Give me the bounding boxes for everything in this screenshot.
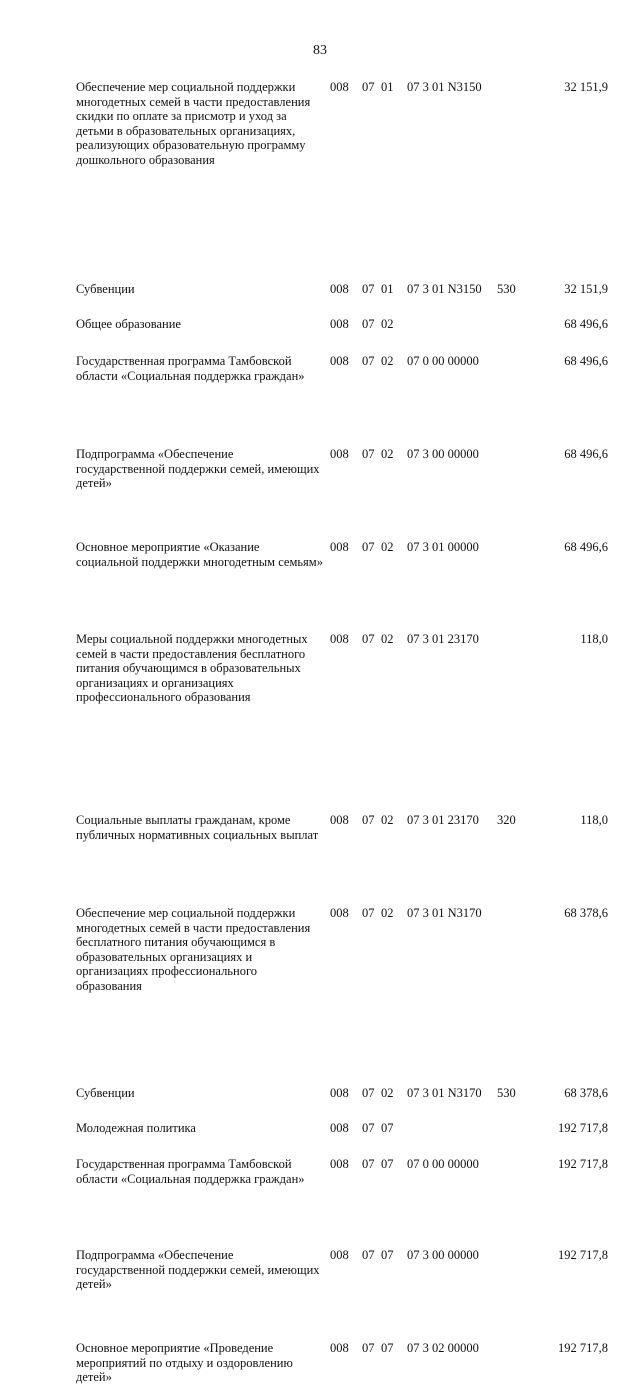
row-vr: 530	[497, 1086, 516, 1100]
row-pr: 02	[381, 540, 394, 554]
row-name: Субвенции	[76, 1086, 135, 1100]
row-pr: 02	[381, 632, 394, 646]
row-ved: 008	[330, 1248, 349, 1262]
row-rz: 07	[362, 354, 375, 368]
row-ved: 008	[330, 282, 349, 296]
row-csr: 07 3 01 23170	[407, 813, 479, 827]
row-name: Государственная программа Тамбовской области «Социальная поддержка граждан»	[76, 1157, 305, 1186]
row-ved: 008	[330, 80, 349, 94]
row-sum: 192 717,8	[558, 1341, 608, 1355]
row-name: Субвенции	[76, 282, 135, 296]
row-sum: 32 151,9	[564, 282, 608, 296]
row-pr: 01	[381, 80, 394, 94]
row-sum: 118,0	[580, 813, 608, 827]
row-rz: 07	[362, 540, 375, 554]
row-name: Социальные выплаты гражданам, кроме публичных нормативных социальных выплат	[76, 813, 319, 842]
row-pr: 02	[381, 1086, 394, 1100]
row-pr: 01	[381, 282, 394, 296]
row-rz: 07	[362, 447, 375, 461]
row-pr: 02	[381, 354, 394, 368]
row-rz: 07	[362, 1341, 375, 1355]
row-rz: 07	[362, 1248, 375, 1262]
row-sum: 192 717,8	[558, 1248, 608, 1262]
row-csr: 07 0 00 00000	[407, 1157, 479, 1171]
row-csr: 07 0 00 00000	[407, 354, 479, 368]
row-csr: 07 3 01 N3150	[407, 80, 482, 94]
row-sum: 68 496,6	[564, 447, 608, 461]
page-number: 83	[313, 43, 327, 58]
table-row	[0, 540, 640, 584]
table-row	[0, 1248, 640, 1292]
row-rz: 07	[362, 317, 375, 331]
row-ved: 008	[330, 632, 349, 646]
table-row	[0, 80, 640, 176]
row-sum: 68 496,6	[564, 317, 608, 331]
row-pr: 02	[381, 813, 394, 827]
row-sum: 118,0	[580, 632, 608, 646]
table-row	[0, 282, 640, 298]
row-ved: 008	[330, 1157, 349, 1171]
row-ved: 008	[330, 1341, 349, 1355]
row-pr: 07	[381, 1157, 394, 1171]
row-ved: 008	[330, 317, 349, 331]
table-row	[0, 813, 640, 857]
row-ved: 008	[330, 354, 349, 368]
row-rz: 07	[362, 1086, 375, 1100]
row-csr: 07 3 01 23170	[407, 632, 479, 646]
row-csr: 07 3 01 00000	[407, 540, 479, 554]
row-csr: 07 3 01 N3170	[407, 906, 482, 920]
row-csr: 07 3 02 00000	[407, 1341, 479, 1355]
row-rz: 07	[362, 282, 375, 296]
row-csr: 07 3 00 00000	[407, 447, 479, 461]
row-sum: 68 378,6	[564, 906, 608, 920]
row-pr: 02	[381, 906, 394, 920]
row-name: Государственная программа Тамбовской области «Социальная поддержка граждан»	[76, 354, 305, 383]
row-ved: 008	[330, 906, 349, 920]
row-pr: 02	[381, 447, 394, 461]
table-row	[0, 1341, 640, 1385]
row-rz: 07	[362, 813, 375, 827]
table-row	[0, 1121, 640, 1137]
table-row	[0, 1157, 640, 1201]
row-ved: 008	[330, 1086, 349, 1100]
row-pr: 07	[381, 1121, 394, 1135]
row-sum: 68 496,6	[564, 354, 608, 368]
table-row	[0, 354, 640, 398]
row-vr: 530	[497, 282, 516, 296]
budget-table	[0, 80, 640, 1384]
row-rz: 07	[362, 632, 375, 646]
row-sum: 32 151,9	[564, 80, 608, 94]
row-ved: 008	[330, 447, 349, 461]
table-row	[0, 632, 640, 720]
row-sum: 68 378,6	[564, 1086, 608, 1100]
row-name: Обеспечение мер социальной поддержки многодетных семей в части предоставления скидки по оплате за присмотр и уход за детьми в образовательных организациях, реализующих образовательную программу дошкольного образования	[76, 80, 311, 167]
row-name: Обеспечение мер социальной поддержки многодетных семей в части предоставления бесплатного питания обучающимся в образовательных организациях и организациях профессионального образования	[76, 906, 311, 993]
row-ved: 008	[330, 1121, 349, 1135]
row-rz: 07	[362, 906, 375, 920]
row-name: Молодежная политика	[76, 1121, 196, 1135]
row-sum: 192 717,8	[558, 1121, 608, 1135]
row-csr: 07 3 01 N3150	[407, 282, 482, 296]
row-sum: 68 496,6	[564, 540, 608, 554]
row-rz: 07	[362, 1121, 375, 1135]
row-name: Основное мероприятие «Проведение мероприятий по отдыху и оздоровлению детей»	[76, 1341, 293, 1384]
row-pr: 02	[381, 317, 394, 331]
row-ved: 008	[330, 813, 349, 827]
table-row	[0, 906, 640, 994]
row-rz: 07	[362, 1157, 375, 1171]
row-name: Общее образование	[76, 317, 181, 331]
row-vr: 320	[497, 813, 516, 827]
row-name: Подпрограмма «Обеспечение государственной поддержки семей, имеющих детей»	[76, 1248, 320, 1291]
row-ved: 008	[330, 540, 349, 554]
table-row	[0, 447, 640, 491]
row-sum: 192 717,8	[558, 1157, 608, 1171]
row-name: Подпрограмма «Обеспечение государственной поддержки семей, имеющих детей»	[76, 447, 320, 490]
row-pr: 07	[381, 1341, 394, 1355]
row-rz: 07	[362, 80, 375, 94]
row-name: Основное мероприятие «Оказание социальной поддержки многодетным семьям»	[76, 540, 323, 569]
row-csr: 07 3 00 00000	[407, 1248, 479, 1262]
row-name: Меры социальной поддержки многодетных семей в части предоставления бесплатного питания обучающимся в образовательных организациях и организациях профессионального образования	[76, 632, 308, 704]
table-row	[0, 1086, 640, 1102]
table-row	[0, 317, 640, 333]
row-pr: 07	[381, 1248, 394, 1262]
row-csr: 07 3 01 N3170	[407, 1086, 482, 1100]
